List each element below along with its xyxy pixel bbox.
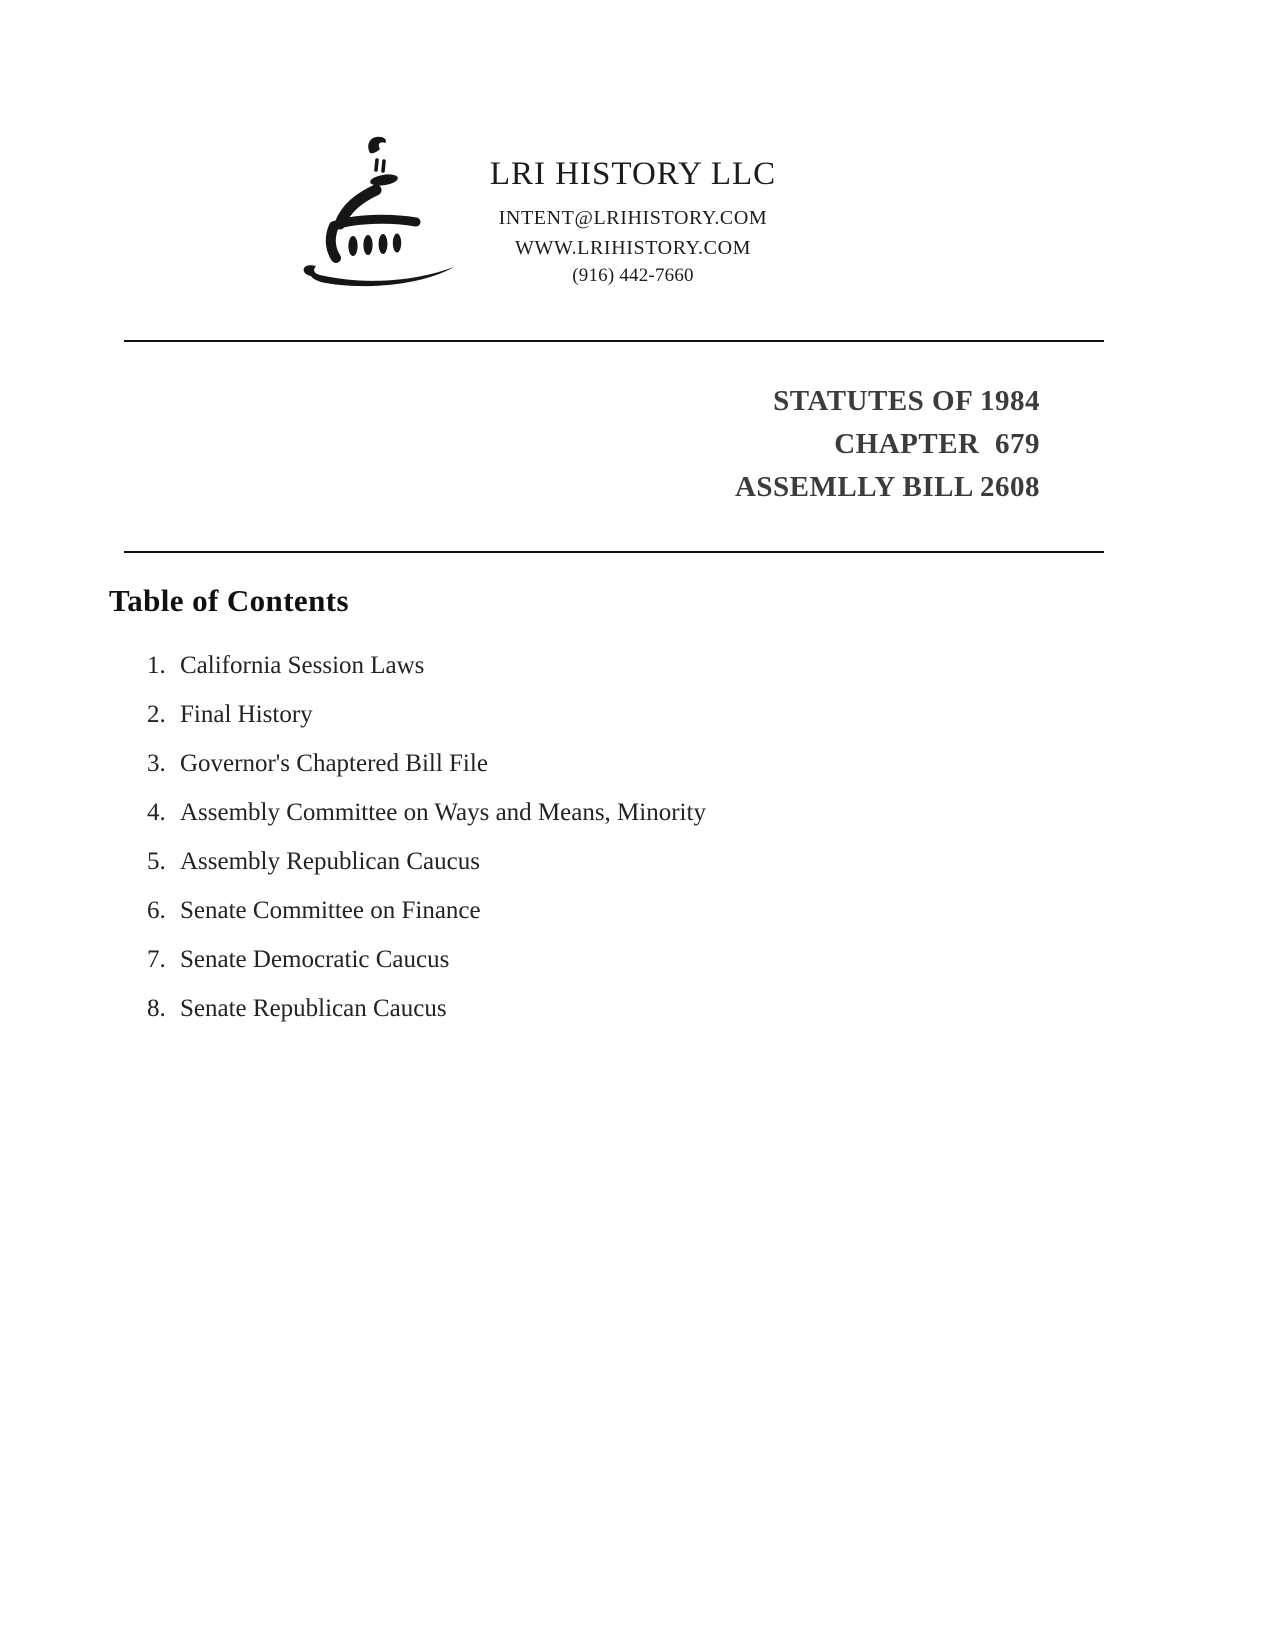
bill-number-line: ASSEMLLY BILL 2608 <box>734 471 1040 503</box>
company-phone: (916) 442-7660 <box>572 265 694 286</box>
toc-item <box>147 897 706 925</box>
toc-heading: Table of Contents <box>109 583 349 618</box>
toc-item <box>147 652 706 680</box>
toc-item <box>147 701 706 729</box>
toc-item <box>147 750 706 778</box>
toc-item-label: Senate Committee on Finance <box>180 897 481 924</box>
toc-item-label: Final History <box>180 701 313 728</box>
toc-item-number: 2. <box>147 701 166 728</box>
toc-item-number: 6. <box>147 897 166 924</box>
toc-item-label: Senate Democratic Caucus <box>180 946 450 973</box>
toc-item-number: 3. <box>147 750 166 777</box>
toc-item <box>147 946 706 974</box>
chapter-number-line: CHAPTER 679 <box>834 428 1040 460</box>
company-email: INTENT@LRIHISTORY.COM <box>498 207 768 229</box>
document-title-block <box>735 380 1040 509</box>
toc-item-label: Governor's Chaptered Bill File <box>180 750 488 777</box>
toc-item-number: 7. <box>147 946 166 973</box>
toc-item-label: Assembly Committee on Ways and Means, Minority <box>180 799 706 826</box>
toc-item <box>147 848 706 876</box>
toc-item-label: Senate Republican Caucus <box>180 995 447 1022</box>
statutes-year-line: STATUTES OF 1984 <box>773 385 1040 417</box>
toc-item-label: California Session Laws <box>180 652 425 679</box>
toc-item <box>147 995 706 1023</box>
toc-item-label: Assembly Republican Caucus <box>180 848 480 875</box>
toc-item-number: 5. <box>147 848 166 875</box>
toc-item-number: 8. <box>147 995 166 1022</box>
company-name: LRI HISTORY LLC <box>489 156 777 192</box>
company-website: WWW.LRIHISTORY.COM <box>514 237 751 259</box>
toc-list <box>147 652 706 1044</box>
horizontal-rule-top <box>124 340 1104 342</box>
toc-item <box>147 799 706 827</box>
horizontal-rule-bottom <box>124 551 1104 553</box>
toc-item-number: 4. <box>147 799 166 826</box>
toc-item-number: 1. <box>147 652 166 679</box>
